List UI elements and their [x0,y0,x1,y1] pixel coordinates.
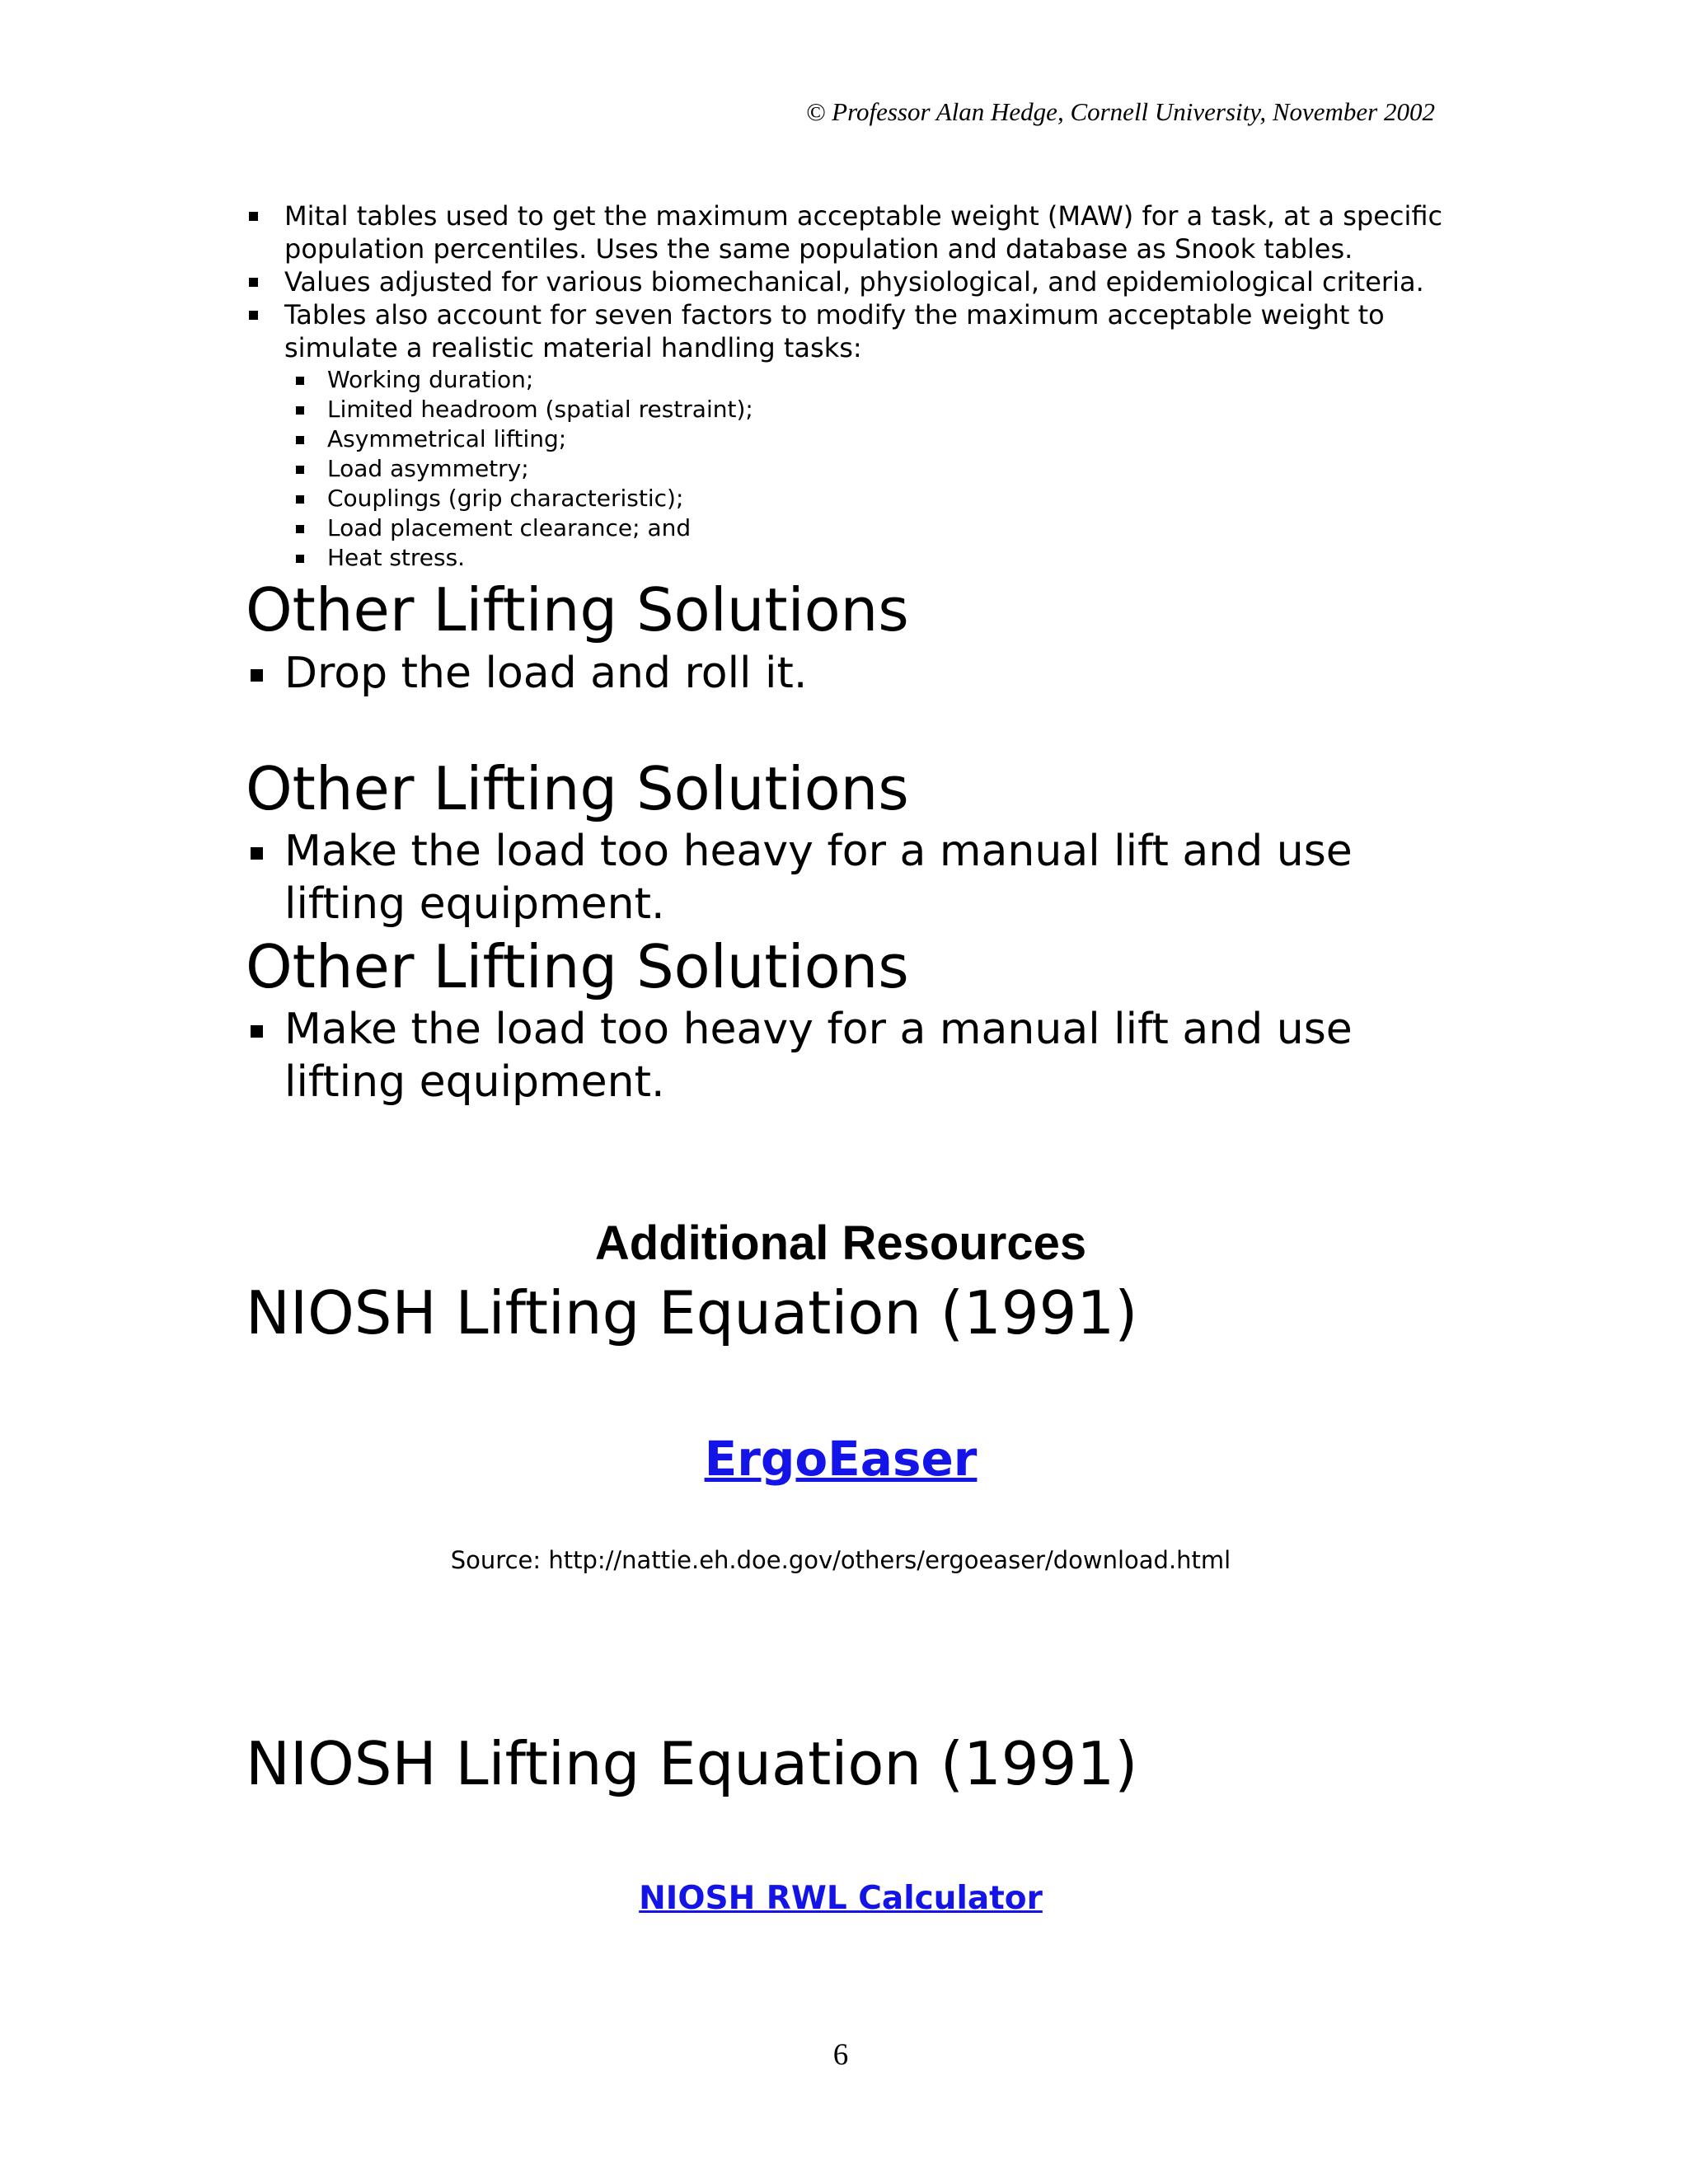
ergoeaser-link[interactable]: ErgoEaser [704,1431,978,1487]
square-bullet-icon [296,525,304,533]
square-bullet-icon [249,311,258,320]
sublist-item-text: Limited headroom (spatial restraint); [327,396,753,423]
square-bullet-icon [296,436,304,444]
list-item-text: Values adjusted for various biomechanical, physiological, and epidemiological criteria. [284,266,1424,298]
square-bullet-icon [296,495,304,504]
list-item [247,199,1451,265]
page-header-copyright: © Professor Alan Hedge, Cornell University, November 2002 [805,97,1435,126]
additional-resources-heading: Additional Resources [594,1216,1087,1270]
square-bullet-icon [296,555,304,563]
sublist-item-text: Heat stress. [327,544,466,571]
niosh-rwl-calculator-link[interactable]: NIOSH RWL Calculator [639,1880,1043,1917]
square-bullet-icon [251,847,263,860]
list-item-text: Mital tables used to get the maximum acceptable weight (MAW) for a task, at a specific population percentiles. Uses the same population and database as Snook tables. [284,200,1443,265]
sublist-item-text: Working duration; [327,366,534,393]
niosh-title: NIOSH Lifting Equation (1991) [246,1278,1138,1347]
ergoeaser-link-row [0,1430,1681,1488]
square-bullet-icon [249,278,258,287]
square-bullet-icon [296,406,304,415]
sublist-item [247,395,1451,424]
section-title: Other Lifting Solutions [246,754,909,823]
list-item-text: Tables also account for seven factors to modify the maximum acceptable weight to simulate a realistic material handling tasks: [284,299,1385,363]
section-bullet-text: Drop the load and roll it. [284,649,808,698]
section-bullet [247,825,1455,930]
source-text: Source: http://nattie.eh.doe.gov/others/ergoeaser/download.html [450,1546,1231,1574]
mital-bullet-list [247,199,1451,573]
sublist-item-text: Asymmetrical lifting; [327,425,567,452]
square-bullet-icon [296,466,304,474]
square-bullet-icon [296,377,304,385]
list-item [247,298,1451,573]
sublist-item [247,513,1451,543]
list-item [247,265,1451,298]
section-title: Other Lifting Solutions [246,575,909,644]
factors-sublist [284,365,1451,573]
section-bullet-text: Make the load too heavy for a manual lift and use lifting equipment. [284,827,1353,929]
sublist-item-text: Load placement clearance; and [327,514,692,541]
sublist-item [247,454,1451,484]
square-bullet-icon [251,669,263,682]
section-title: Other Lifting Solutions [246,932,909,1001]
square-bullet-icon [251,1025,263,1038]
section-bullet [247,1003,1455,1108]
niosh-title: NIOSH Lifting Equation (1991) [246,1729,1138,1798]
sublist-item [247,424,1451,454]
sublist-item [247,365,1451,395]
sublist-item [247,543,1451,573]
page-number: 6 [832,2038,849,2072]
sublist-item-text: Couplings (grip characteristic); [327,485,684,512]
section-bullet [247,647,1455,700]
sublist-item [247,484,1451,513]
rwl-link-row [0,1879,1681,1919]
section-bullet-text: Make the load too heavy for a manual lift and use lifting equipment. [284,1005,1353,1107]
square-bullet-icon [249,212,258,221]
sublist-item-text: Load asymmetry; [327,455,529,482]
